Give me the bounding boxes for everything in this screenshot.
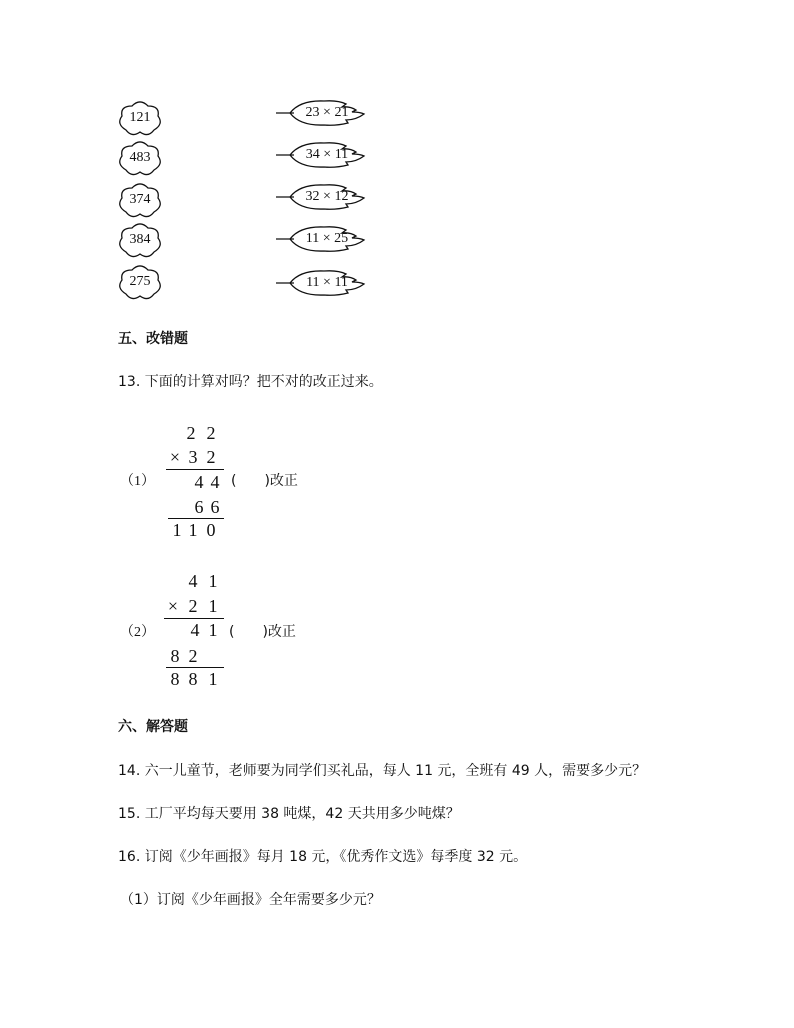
- calc-digit: 2: [188, 596, 198, 616]
- flower-card: [118, 264, 162, 300]
- leaf-card: [276, 140, 368, 170]
- leaf-card: [276, 182, 368, 212]
- calc-line: [164, 618, 224, 619]
- calc-line: [166, 469, 224, 470]
- leaf-expression: 23 × 21: [305, 105, 349, 120]
- calc-digit: 3: [188, 447, 198, 467]
- flower-value: 275: [129, 274, 151, 289]
- item-label: （2）: [120, 625, 155, 640]
- flower-card: [118, 182, 162, 218]
- calc-digit: 2: [188, 646, 198, 666]
- section-heading: 五、改错题: [118, 331, 188, 347]
- question-13: 13. 下面的计算对吗？把不对的改正过来。: [118, 374, 383, 390]
- answer-blank[interactable]: ( )改正: [231, 473, 298, 489]
- leaf-expression: 11 × 11: [306, 275, 348, 290]
- leaf-card: [276, 268, 368, 298]
- calc-digit: 4: [190, 620, 200, 640]
- calc-digit: 4: [188, 571, 198, 591]
- calc-digit: 1: [208, 596, 218, 616]
- flower-value: 483: [129, 150, 151, 165]
- calc-digit: 8: [170, 646, 180, 666]
- question-14: 14. 六一儿童节，老师要为同学们买礼品，每人 11 元，全班有 49 人，需要多少元？: [118, 763, 647, 779]
- section-heading: 六、解答题: [118, 719, 188, 735]
- flower-card: [118, 100, 162, 136]
- leaf-expression: 11 × 25: [305, 231, 349, 246]
- calc-digit: 2: [206, 423, 216, 443]
- question-16-part-1: （1）订阅《少年画报》全年需要多少元？: [120, 892, 381, 908]
- calc-digit: 4: [210, 472, 220, 492]
- calc-digit: 0: [206, 520, 216, 540]
- calc-digit: 1: [188, 520, 198, 540]
- leaf-card: [276, 98, 368, 128]
- flower-card: [118, 140, 162, 176]
- calc-digit: 1: [172, 520, 182, 540]
- question-16: 16. 订阅《少年画报》每月 18 元，《优秀作文选》每季度 32 元。: [118, 849, 528, 865]
- calc-digit: 6: [194, 497, 204, 517]
- multiply-sign: ×: [167, 596, 179, 616]
- calc-line: [168, 518, 224, 519]
- calc-digit: 1: [208, 571, 218, 591]
- calc-digit: 6: [210, 497, 220, 517]
- flower-value: 121: [129, 110, 151, 125]
- calc-line: [166, 667, 224, 668]
- calc-digit: 8: [170, 669, 180, 689]
- question-15: 15. 工厂平均每天要用 38 吨煤，42 天共用多少吨煤？: [118, 806, 460, 822]
- calc-digit: 2: [206, 447, 216, 467]
- flower-value: 384: [129, 232, 151, 247]
- answer-blank[interactable]: ( )改正: [229, 624, 296, 640]
- flower-card: [118, 222, 162, 258]
- leaf-expression: 32 × 12: [305, 189, 349, 204]
- calc-digit: 8: [188, 669, 198, 689]
- calc-digit: 2: [186, 423, 196, 443]
- flower-value: 374: [129, 192, 151, 207]
- calc-digit: 4: [194, 472, 204, 492]
- item-label: （1）: [120, 474, 155, 489]
- multiply-sign: ×: [169, 447, 181, 467]
- calc-digit: 1: [208, 620, 218, 640]
- calc-digit: 1: [208, 669, 218, 689]
- leaf-card: [276, 224, 368, 254]
- leaf-expression: 34 × 11: [305, 147, 349, 162]
